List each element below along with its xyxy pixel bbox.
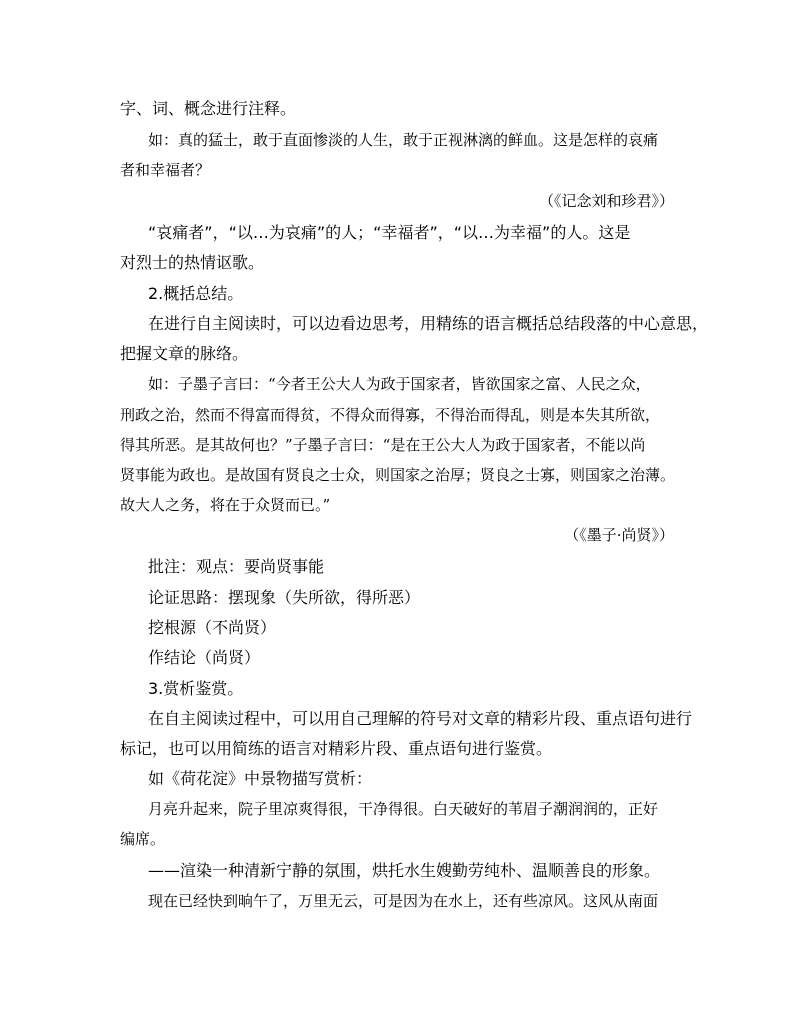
text-line: 论证思路：摆现象（失所欲，得所恶） <box>148 588 421 607</box>
text-line: 在进行自主阅读时，可以边看边思考，用精练的语言概括总结段落的中心意思， <box>148 314 709 333</box>
quote-line: 刑政之治，然而不得富而得贫，不得众而得寡，不得治而得乱，则是本失其所欲， <box>120 406 661 424</box>
text-line: “哀痛者”，“以…为哀痛”的人；“幸福者”，“以…为幸福”的人。这是 <box>148 223 631 242</box>
text-line: 批注：观点：要尚贤事能 <box>148 557 325 576</box>
quote-line: 编席。 <box>120 830 166 848</box>
quote-line: 如：子墨子言曰：“今者王公大人为政于国家者，皆欲国家之富、人民之众， <box>148 375 651 393</box>
text-line: 作结论（尚贤） <box>148 648 261 667</box>
quote-line: 贤事能为政也。是故国有贤良之士众，则国家之治厚；贤良之士寡，则国家之治薄。 <box>120 466 676 484</box>
quote-line: 得其所恶。是其故何也？”子墨子言曰：“是在王公大人为政于国家者，不能以尚 <box>120 436 646 454</box>
quote-line: 故大人之务，将在于众贤而已。” <box>120 496 331 514</box>
source-citation: （《记念刘和珍君》） <box>538 192 674 210</box>
text-line: 标记，也可以用简练的语言对精彩片段、重点语句进行鉴赏。 <box>120 739 553 758</box>
quote-line: 者和幸福者？ <box>120 161 211 179</box>
text-line: 字、词、概念进行注释。 <box>120 99 297 118</box>
section-heading: 2.概括总结。 <box>148 284 244 303</box>
source-citation: （《墨子·尚贤》） <box>564 526 674 544</box>
quote-line: 月亮升起来，院子里凉爽得很，干净得很。白天破好的苇眉子潮润润的，正好 <box>148 800 659 818</box>
text-line: ——渲染一种清新宁静的氛围，烘托水生嫂勤劳纯朴、温顺善良的形象。 <box>148 861 661 880</box>
text-line: 对烈士的热情讴歌。 <box>120 253 265 272</box>
quote-line: 如：真的猛士，敢于直面惨淡的人生，敢于正视淋漓的鲜血。这是怎样的哀痛 <box>148 131 659 149</box>
text-line: 挖根源（不尚贤） <box>148 618 277 637</box>
section-heading: 3.赏析鉴赏。 <box>148 679 244 698</box>
text-line: 如《荷花淀》中景物描写赏析： <box>148 769 373 788</box>
text-line: 把握文章的脉络。 <box>120 344 249 363</box>
text-line: 在自主阅读过程中，可以用自己理解的符号对文章的精彩片段、重点语句进行 <box>148 709 693 728</box>
quote-line: 现在已经快到晌午了，万里无云，可是因为在水上，还有些凉风。这风从南面 <box>148 892 659 910</box>
